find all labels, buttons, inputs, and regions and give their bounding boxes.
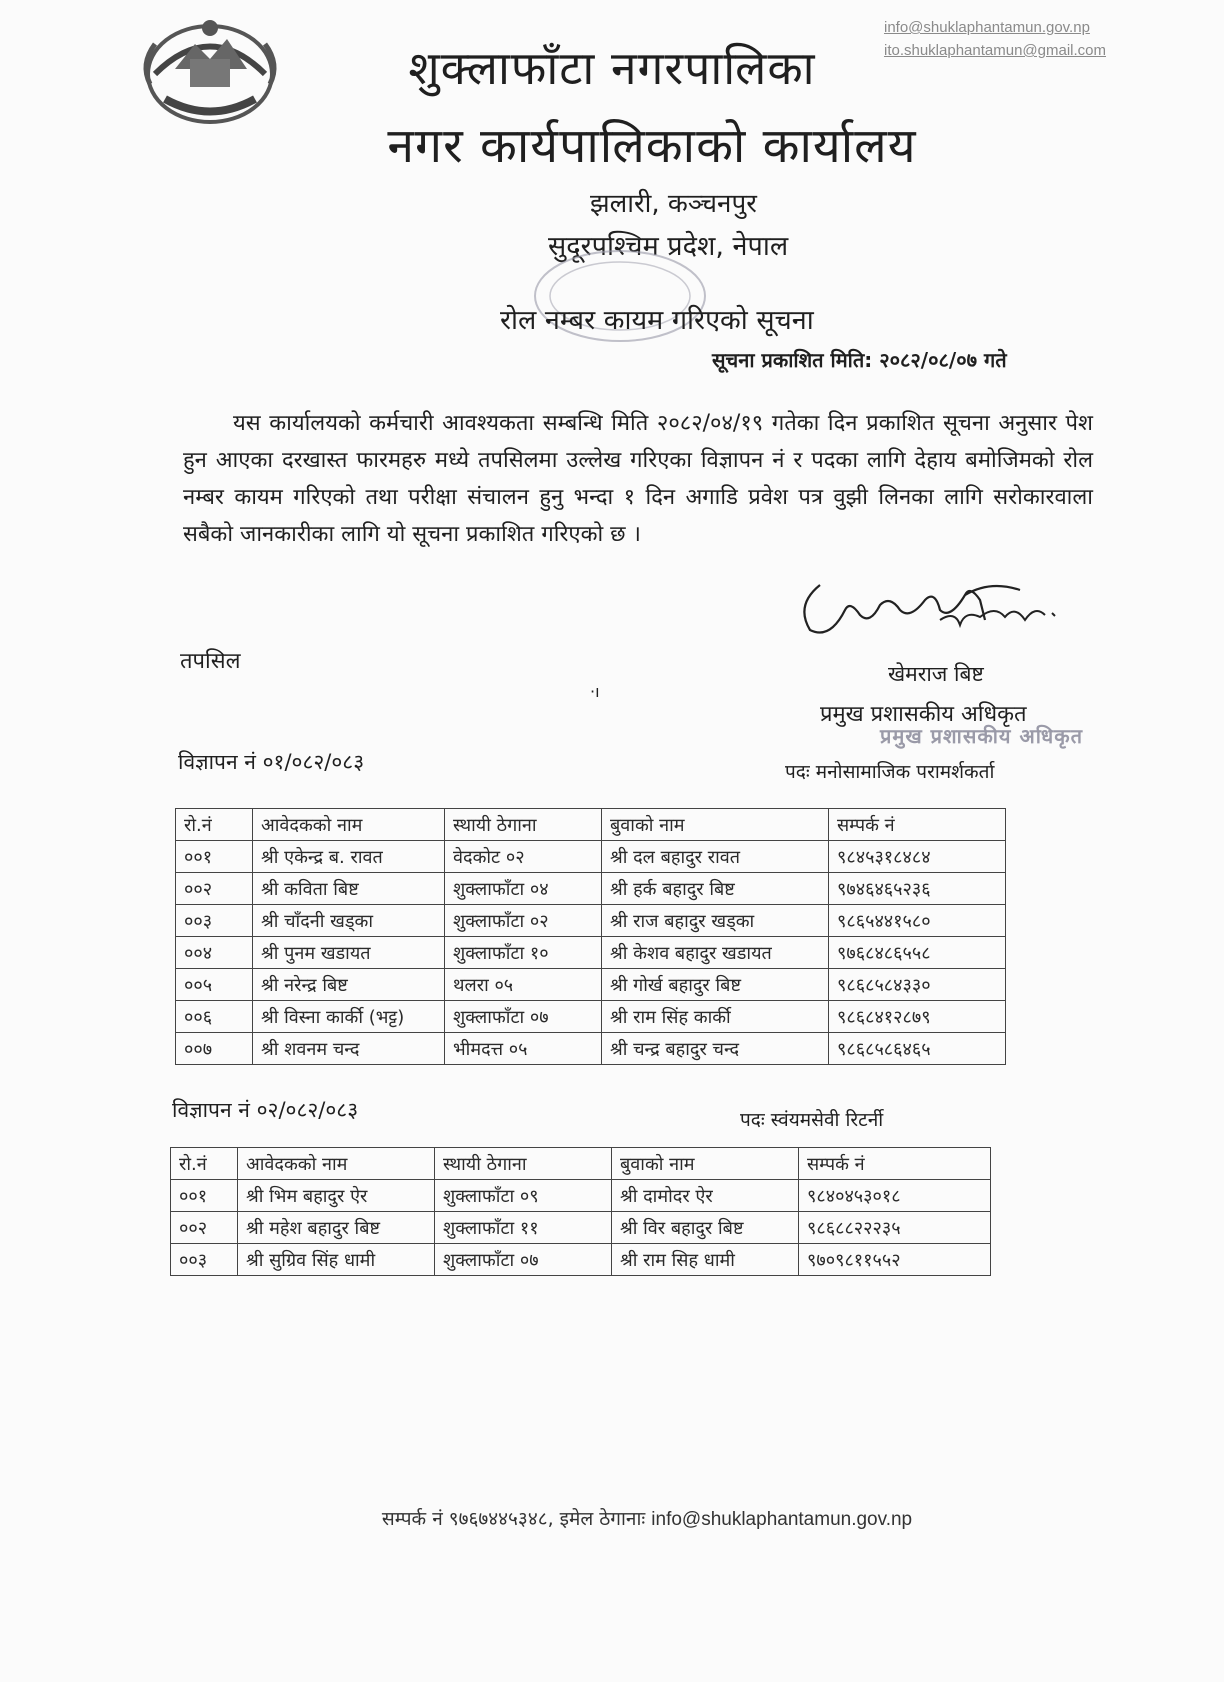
- header-cell: आवेदकको नाम: [238, 1148, 435, 1180]
- footer-contact-text: सम्पर्क नं ९७६७४४५३४८, इमेल ठेगानाः: [381, 1508, 646, 1530]
- cell: शुक्लाफाँटा ०७: [445, 1001, 602, 1033]
- cell: श्री एकेन्द्र ब. रावत: [253, 841, 445, 873]
- advertisement-number-1: विज्ञापन नं ०१/०८२/०८३: [178, 750, 365, 774]
- cell: श्री राज बहादुर खड्का: [602, 905, 829, 937]
- cell: शुक्लाफाँटा १०: [445, 937, 602, 969]
- notice-title: रोल नम्बर कायम गरिएको सूचना: [500, 305, 814, 336]
- cell: ००२: [171, 1212, 238, 1244]
- cell: वेदकोट ०२: [445, 841, 602, 873]
- cell: श्री सुग्रिव सिंह धामी: [238, 1244, 435, 1276]
- email-it[interactable]: ito.shuklaphantamun@gmail.com: [883, 42, 1106, 59]
- scan-mark: ·ı: [590, 682, 600, 701]
- roll-table-1: [175, 808, 1006, 1065]
- table-row: [171, 1244, 991, 1276]
- cell: श्री विर बहादुर बिष्ट: [612, 1212, 799, 1244]
- table-row: [176, 1033, 1006, 1065]
- table-row: [176, 905, 1006, 937]
- cell: श्री हर्क बहादुर बिष्ट: [602, 873, 829, 905]
- table-row: [171, 1180, 991, 1212]
- handwritten-signature: [790, 565, 1070, 675]
- header-cell: रो.नं: [171, 1148, 238, 1180]
- header-cell: सम्पर्क नं: [829, 809, 1006, 841]
- table-header-row: [176, 809, 1006, 841]
- cell: श्री दामोदर ऐर: [612, 1180, 799, 1212]
- cell: श्री राम सिंह कार्की: [602, 1001, 829, 1033]
- header-cell: स्थायी ठेगाना: [445, 809, 602, 841]
- table-row: [176, 937, 1006, 969]
- cell: ९८६८४१२८७९: [829, 1001, 1006, 1033]
- table-header-row: [171, 1148, 991, 1180]
- signatory-position: प्रमुख प्रशासकीय अधिकृत: [820, 702, 1027, 727]
- cell: ००५: [176, 969, 253, 1001]
- email-official[interactable]: info@shuklaphantamun.gov.np: [883, 19, 1090, 36]
- cell: शुक्लाफाँटा ०७: [435, 1244, 612, 1276]
- cell: ९७६८४८६५५८: [829, 937, 1006, 969]
- cell: ००३: [176, 905, 253, 937]
- header-cell: बुवाको नाम: [612, 1148, 799, 1180]
- municipality-name: शुक्लाफाँटा नगरपालिका: [408, 41, 816, 95]
- cell: श्री नरेन्द्र बिष्ट: [253, 969, 445, 1001]
- cell: श्री विस्ना कार्की (भट्ट): [253, 1001, 445, 1033]
- cell: ९८६८५८६४६५: [829, 1033, 1006, 1065]
- cell: ००४: [176, 937, 253, 969]
- cell: थलरा ०५: [445, 969, 602, 1001]
- cell: ९७४६४६५२३६: [829, 873, 1006, 905]
- office-name: नगर कार्यपालिकाको कार्यालय: [387, 118, 917, 174]
- post-title-1: पदः मनोसामाजिक परामर्शकर्ता: [785, 761, 995, 783]
- cell: ००१: [171, 1180, 238, 1212]
- notice-paragraph: यस कार्यालयको कर्मचारी आवश्यकता सम्बन्धि मिति २०८२/०४/१९ गतेका दिन प्रकाशित सूचना अनुसार पेश हुन आएका दरखास्त फारमहरु मध्ये तपसिलमा उल्लेख गरिएका विज्ञापन नं र पदका लागि देहाय बमोजिमको रोल नम्बर कायम गरिएको तथा परीक्षा संचालन हुनु भन्दा १ दिन अगाडि प्रवेश पत्र वुझी लिनका लागि सरोकारवाला सबैको जानकारीका लागि यो सूचना प्रकाशित गरिएको छ ।: [183, 411, 1093, 547]
- cell: श्री केशव बहादुर खडायत: [602, 937, 829, 969]
- header-cell: स्थायी ठेगाना: [435, 1148, 612, 1180]
- cell: श्री भिम बहादुर ऐर: [238, 1180, 435, 1212]
- cell: श्री चन्द्र बहादुर चन्द: [602, 1033, 829, 1065]
- address-line-2: सुदूरपश्चिम प्रदेश, नेपाल: [548, 231, 789, 262]
- table-row: [176, 841, 1006, 873]
- roll-table-2: [170, 1147, 991, 1276]
- table-row: [171, 1212, 991, 1244]
- advertisement-number-2: विज्ञापन नं ०२/०८२/०८३: [172, 1098, 359, 1122]
- cell: श्री दल बहादुर रावत: [602, 841, 829, 873]
- footer-contact: [0, 1505, 1224, 1531]
- cell: ९७०९८११५५२: [799, 1244, 991, 1276]
- table-row: [176, 1001, 1006, 1033]
- cell: ९८४५३१८४८४: [829, 841, 1006, 873]
- cell: श्री शवनम चन्द: [253, 1033, 445, 1065]
- published-date: सूचना प्रकाशित मिति: २०८२/०८/०७ गते: [712, 348, 1007, 372]
- cell: ९८४०४५३०१८: [799, 1180, 991, 1212]
- cell: श्री राम सिह धामी: [612, 1244, 799, 1276]
- post-title-2: पदः स्वंयमसेवी रिटर्नी: [740, 1109, 884, 1131]
- cell: ९८६८५८४३३०: [829, 969, 1006, 1001]
- footer-email-link[interactable]: info@shuklaphantamun.gov.np: [651, 1509, 913, 1530]
- signatory-stamp: प्रमुख प्रशासकीय अधिकृत: [880, 724, 1083, 748]
- cell: ९८६८८२२२३५: [799, 1212, 991, 1244]
- cell: भीमदत्त ०५: [445, 1033, 602, 1065]
- cell: श्री चाँदनी खड्का: [253, 905, 445, 937]
- header-cell: रो.नं: [176, 809, 253, 841]
- cell: श्री पुनम खडायत: [253, 937, 445, 969]
- cell: श्री गोर्ख बहादुर बिष्ट: [602, 969, 829, 1001]
- cell: ००७: [176, 1033, 253, 1065]
- cell: ९८६५४४१५८०: [829, 905, 1006, 937]
- header-cell: बुवाको नाम: [602, 809, 829, 841]
- cell: ००६: [176, 1001, 253, 1033]
- cell: ००२: [176, 873, 253, 905]
- signatory-name: खेमराज बिष्ट: [888, 662, 984, 686]
- cell: श्री कविता बिष्ट: [253, 873, 445, 905]
- table-row: [176, 873, 1006, 905]
- cell: श्री महेश बहादुर बिष्ट: [238, 1212, 435, 1244]
- address-line-1: झलारी, कञ्चनपुर: [590, 189, 757, 219]
- cell: शुक्लाफाँटा ०९: [435, 1180, 612, 1212]
- header-cell: आवेदकको नाम: [253, 809, 445, 841]
- cell: शुक्लाफाँटा ०४: [445, 873, 602, 905]
- cell: ००३: [171, 1244, 238, 1276]
- table-row: [176, 969, 1006, 1001]
- cell: शुक्लाफाँटा ०२: [445, 905, 602, 937]
- cell: ००१: [176, 841, 253, 873]
- schedule-label: तपसिल: [180, 649, 241, 674]
- header-cell: सम्पर्क नं: [799, 1148, 991, 1180]
- cell: शुक्लाफाँटा ११: [435, 1212, 612, 1244]
